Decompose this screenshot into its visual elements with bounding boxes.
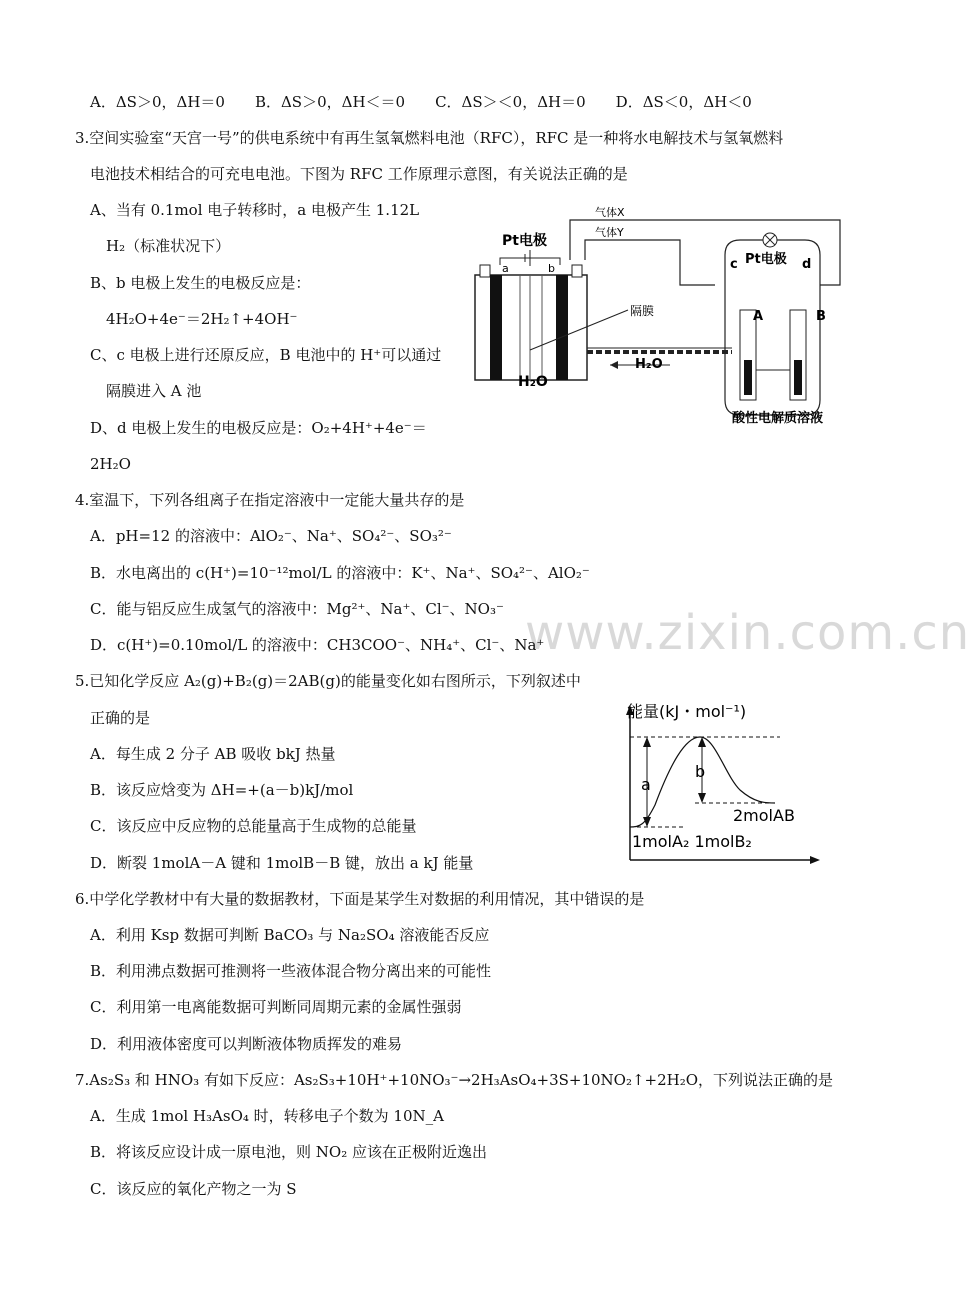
q3-option-c-2: 隔膜进入 A 池: [106, 382, 202, 400]
q3-option-b-2: 4H₂O+4e⁻＝2H₂↑+4OH⁻: [106, 310, 298, 328]
q5-option-d: D．断裂 1molA－A 键和 1molB－B 键，放出 a kJ 能量: [90, 854, 474, 872]
pt-electrode-right: Pt电极: [745, 252, 787, 267]
cell-B-label: B: [816, 309, 826, 324]
electrode-b-label: b: [548, 262, 555, 275]
q2-options: A．ΔS＞0，ΔH＝0 B．ΔS＞0，ΔH＜＝0 C．ΔS＞＜0，ΔH＝0 D．ΔS＜0，ΔH＜0: [90, 93, 752, 111]
q7-stem: 7.As₂S₃ 和 HNO₃ 有如下反应：As₂S₃+10H⁺+10NO₃⁻→2H₃AsO₄+3S+10NO₂↑+2H₂O，下列说法正确的是: [75, 1071, 834, 1089]
q3-option-d-2: 2H₂O: [90, 455, 131, 473]
q3-stem-1: 3.空间实验室“天宫一号”的供电系统中有再生氢氧燃料电池（RFC），RFC 是一种将水电解技术与氢氧燃料: [75, 129, 784, 147]
q4-option-d: D．c(H⁺)=0.10mol/L 的溶液中：CH3COO⁻、NH₄⁺、Cl⁻、Na⁺: [90, 636, 545, 654]
q3-stem-2: 电池技术相结合的可充电电池。下图为 RFC 工作原理示意图，有关说法正确的是: [90, 165, 628, 183]
rfc-diagram: [470, 200, 860, 430]
energy-label-a: a: [641, 775, 651, 794]
watermark: www.zixin.com.cn: [525, 605, 970, 661]
q6-option-d: D．利用液体密度可以判断液体物质挥发的难易: [90, 1035, 403, 1053]
q3-option-a-1: A、当有 0.1mol 电子转移时，a 电极产生 1.12L: [90, 201, 420, 219]
energy-diagram: [615, 695, 825, 875]
electrode-a-label: a: [502, 262, 509, 275]
cell-A-label: A: [753, 309, 764, 324]
pt-electrode-left: Pt电极: [502, 233, 547, 249]
q4-option-a: A．pH=12 的溶液中：AlO₂⁻、Na⁺、SO₄²⁻、SO₃²⁻: [90, 527, 452, 545]
electrode-c-label: c: [730, 257, 738, 272]
q6-option-a: A．利用 Ksp 数据可判断 BaCO₃ 与 Na₂SO₄ 溶液能否反应: [90, 926, 490, 944]
q4-stem: 4.室温下，下列各组离子在指定溶液中一定能大量共存的是: [75, 491, 465, 509]
h2o-pipe-label: H₂O: [635, 357, 663, 372]
q7-option-c: C．该反应的氧化产物之一为 S: [90, 1180, 297, 1198]
q6-option-c: C．利用第一电离能数据可判断同周期元素的金属性强弱: [90, 998, 462, 1016]
q5-stem-1: 5.已知化学反应 A₂(g)+B₂(g)＝2AB(g)的能量变化如右图所示，下列叙述中: [75, 672, 581, 690]
energy-ylabel: 能量(kJ・mol⁻¹): [627, 702, 747, 721]
q5-option-a: A．每生成 2 分子 AB 吸收 bkJ 热量: [90, 745, 336, 763]
q7-option-a: A．生成 1mol H₃AsO₄ 时，转移电子个数为 10N_A: [90, 1107, 444, 1125]
q4-option-b: B．水电离出的 c(H⁺)=10⁻¹²mol/L 的溶液中：K⁺、Na⁺、SO₄²⁻、AlO₂⁻: [90, 564, 590, 582]
gas-x-label: 气体X: [595, 206, 625, 219]
h2o-left-label: H₂O: [518, 374, 548, 390]
q6-stem: 6.中学化学教材中有大量的数据教材，下面是某学生对数据的利用情况，其中错误的是: [75, 890, 645, 908]
electrode-d-label: d: [802, 257, 812, 272]
q5-option-b: B．该反应焓变为 ΔH=+(a－b)kJ/mol: [90, 781, 354, 799]
electrolyte-label: 酸性电解质溶液: [732, 411, 824, 426]
q3-option-d-1: D、d 电极上发生的电极反应是：O₂+4H⁺+4e⁻＝: [90, 419, 427, 437]
q5-stem-2: 正确的是: [90, 709, 151, 727]
energy-product-label: 2molAB: [733, 806, 795, 825]
q6-option-b: B．利用沸点数据可推测将一些液体混合物分离出来的可能性: [90, 962, 492, 980]
energy-label-b: b: [695, 762, 706, 781]
q3-option-a-2: H₂（标准状况下）: [106, 237, 231, 255]
membrane-label: 隔膜: [630, 304, 655, 318]
q3-option-b-1: B、b 电极上发生的电极反应是：: [90, 274, 311, 292]
energy-reactant-label: 1molA₂ 1molB₂: [632, 832, 752, 851]
q7-option-b: B．将该反应设计成一原电池，则 NO₂ 应该在正极附近逸出: [90, 1143, 487, 1161]
q4-option-c: C．能与铝反应生成氢气的溶液中：Mg²⁺、Na⁺、Cl⁻、NO₃⁻: [90, 600, 504, 618]
gas-y-label: 气体Y: [595, 226, 624, 239]
q3-option-c-1: C、c 电极上进行还原反应，B 电池中的 H⁺可以通过: [90, 346, 442, 364]
q5-option-c: C．该反应中反应物的总能量高于生成物的总能量: [90, 817, 417, 835]
